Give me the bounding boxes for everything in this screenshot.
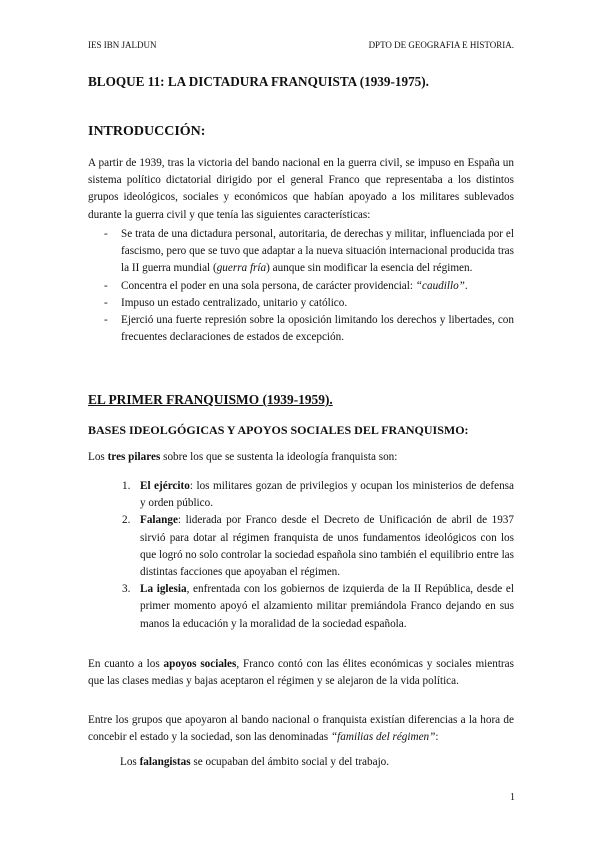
list-item: 1. El ejército: los militares gozan de privilegios y ocupan los ministerios de defensa y orden público. (122, 480, 514, 510)
intro-paragraph: A partir de 1939, tras la victoria del bando nacional en la guerra civil, se impuso en España un sistema político dictatorial dirigido por el general Franco que representaba a los distintos grupos ideológicos, sociales y económicos que habían apoyado a los militares sublevados durante la guerra civil y que tenía las siguientes características: (88, 157, 514, 221)
list-item: - Concentra el poder en una sola persona, de carácter providencial: “caudillo”. (104, 278, 514, 295)
falangistas-paragraph: Los falangistas se ocupaban del ámbito social y del trabajo. (120, 756, 390, 768)
section-subheading: BASES IDEOLGÓGICAS Y APOYOS SOCIALES DEL FRANQUISMO: (88, 423, 469, 437)
document-title: BLOQUE 11: LA DICTADURA FRANQUISTA (1939-1975). (88, 74, 429, 89)
characteristics-list (104, 226, 514, 346)
list-item: - Impuso un estado centralizado, unitario y católico. (104, 295, 514, 312)
list-item: - Se trata de una dictadura personal, autoritaria, de derechas y militar, influenciada por el fascismo, pero que se tuvo que adaptar a la nueva situación internacional producida tras la II guerra mundial (guerra fría) aunque sin modificar la esencia del régimen. (104, 226, 514, 278)
header-department: DPTO DE GEOGRAFIA E HISTORIA. (368, 40, 514, 50)
header-school: IES IBN JALDUN (88, 40, 157, 50)
familias-paragraph: Entre los grupos que apoyaron al bando nacional o franquista existían diferencias a la hora de concebir el estado y la sociedad, son las denominadas “familias del régimen”: (88, 714, 514, 744)
list-item: 3. La iglesia, enfrentada con los gobiernos de izquierda de la II República, desde el primer momento apoyó el alzamiento militar premiándola Franco dejando en sus manos la educación y la moralidad de la sociedad española. (122, 583, 515, 630)
apoyos-paragraph: En cuanto a los apoyos sociales, Franco contó con las élites económicas y sociales mientras que las clases medias y bajas aceptaron el régimen y se alejaron de la vida política. (88, 658, 514, 688)
pilares-intro: Los tres pilares sobre los que se sustenta la ideología franquista son: (88, 451, 398, 463)
page-number: 1 (510, 792, 515, 803)
list-item: 2. Falange: liderada por Franco desde el Decreto de Unificación de abril de 1937 sirvió para dotar al régimen franquista de unos fundamentos ideológicos con los que logró no solo controlar la sociedad española sino también el equilibrio entre las distintas facciones que apoyaban el régimen. (122, 514, 514, 579)
intro-heading: INTRODUCCIÓN: (88, 124, 206, 139)
list-item: - Ejerció una fuerte represión sobre la oposición limitando los derechos y libertades, con frecuentes declaraciones de estados de excepción. (104, 312, 514, 346)
pilares-list (122, 478, 514, 633)
section-heading: EL PRIMER FRANQUISMO (1939-1959). (88, 392, 333, 407)
